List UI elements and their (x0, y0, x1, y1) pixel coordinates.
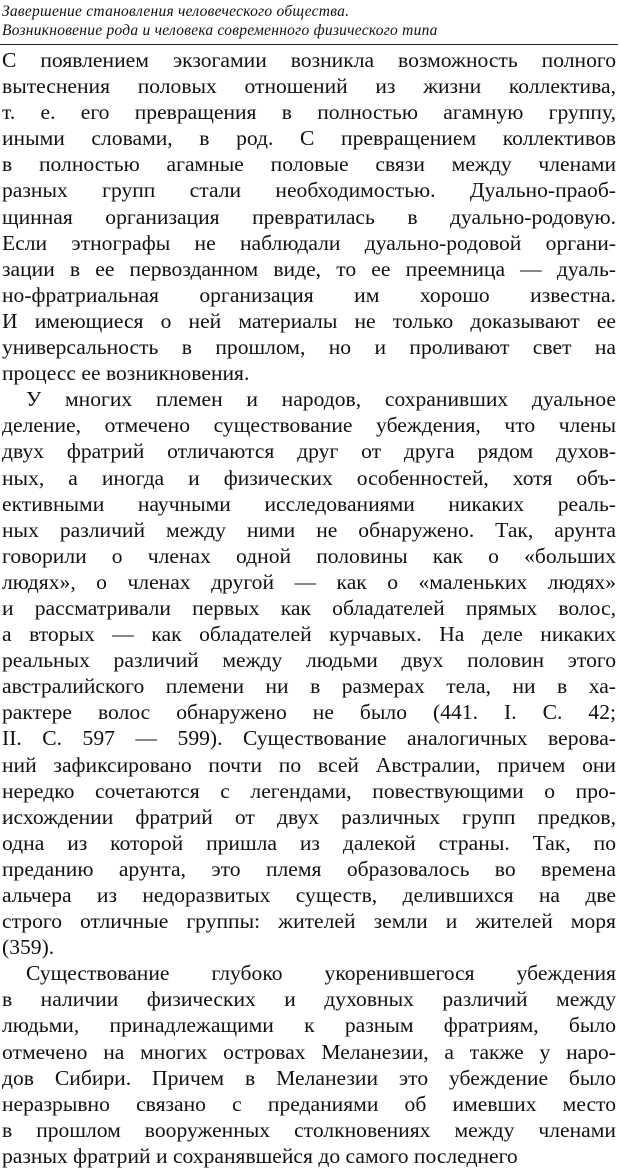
text-line: и рассматривали первых как обладателей прямых волос, (2, 595, 616, 620)
text-line: в полностью агамные половые связи между членами (2, 152, 616, 177)
text-line: реальных различий между людьми двух половин этого (2, 648, 616, 673)
text-line: исхождении фратрий от двух различных групп предков, (2, 804, 616, 829)
text-line: С появлением экзогамии возникла возможность полного (2, 48, 616, 72)
text-line: ных различий между ними не обнаружено. Так, арунта (2, 517, 616, 542)
text-line: (359). (2, 935, 55, 960)
text-line: отмечено на многих островах Меланезии, а также у наро- (2, 1039, 616, 1064)
text-line: а вторых — как обладателей курчавых. На деле никаких (2, 622, 616, 647)
text-line: преданию арунта, это племя образовалось во времена (2, 856, 616, 881)
paragraph (2, 386, 616, 960)
text-line: Если этнографы не наблюдали дуально-родовой органи- (2, 230, 616, 255)
running-head-line-2: Возникновение рода и человека современного физического типа (2, 22, 438, 39)
text-line: вытеснения половых отношений из жизни коллектива, (2, 74, 616, 99)
text-line: но-фратриальная организация им хорошо известна. (2, 282, 616, 307)
text-line: т. е. его превращения в полностью агамную группу, (2, 100, 616, 125)
text-line: одна из которой пришла из далекой страны. Так, по (2, 830, 616, 855)
text-line: разных групп стали необходимостью. Дуально-праоб- (2, 178, 616, 203)
text-line: зации в ее первозданном виде, то ее преемница — дуаль- (2, 256, 616, 281)
header-rule (0, 44, 618, 45)
text-line: говорили о членах одной половины как о «больших (2, 543, 616, 568)
text-line: иными словами, в род. С превращением коллективов (2, 126, 616, 151)
paragraph (2, 960, 616, 1169)
running-head-line-1: Завершение становления человеческого общества. (2, 3, 350, 20)
text-line: двух фратрий отличаются друг от друга рядом духов- (2, 439, 616, 464)
text-line: строго отличные группы: жителей земли и жителей моря (2, 909, 616, 934)
text-line: людьми, принадлежащими к разным фратриям, было (2, 1013, 616, 1038)
text-line: ний зафиксировано почти по всей Австралии, причем они (2, 752, 616, 777)
text-line: II. С. 597 — 599). Существование аналогичных верова- (2, 726, 616, 751)
text-line: У многих племен и народов, сохранивших дуальное (26, 387, 616, 412)
text-line: людях», о членах другой — как о «маленьких людях» (2, 569, 616, 594)
text-line: деление, отмечено существование убеждения, что члены (2, 413, 616, 438)
text-line: И имеющиеся о ней материалы не только доказывают ее (2, 308, 616, 333)
text-line: альчера из недоразвитых существ, делившихся на две (2, 883, 616, 907)
text-line: процесс ее возникновения. (2, 361, 250, 386)
text-line: неразрывно связано с преданиями об имевших место (2, 1091, 616, 1116)
text-line: ных, а иногда и физических особенностей, хотя объ- (2, 465, 616, 490)
text-line: в прошлом вооруженных столкновениях между членами (2, 1117, 616, 1142)
text-line: рактере волос обнаружено не было (441. I. С. 42; (2, 700, 616, 725)
text-line: щинная организация превратилась в дуально-родовую. (2, 204, 616, 229)
body-text (2, 47, 616, 1169)
text-line: универсальность в прошлом, но и проливают свет на (2, 335, 616, 360)
text-line: дов Сибири. Причем в Меланезии это убеждение было (2, 1065, 616, 1090)
text-line: ективными научными исследованиями никаких реаль- (2, 491, 616, 516)
running-head (2, 2, 616, 40)
text-line: разных фратрий и сохранявшейся до самого последнего (2, 1143, 518, 1168)
text-line: австралийского племени ни в размерах тела, ни в ха- (2, 674, 616, 699)
text-line: Существование глубоко укоренившегося убеждения (26, 961, 616, 986)
text-line: в наличии физических и духовных различий между (2, 987, 616, 1012)
text-line: нередко сочетаются с легендами, повествующими о про- (2, 778, 616, 803)
paragraph (2, 47, 616, 386)
